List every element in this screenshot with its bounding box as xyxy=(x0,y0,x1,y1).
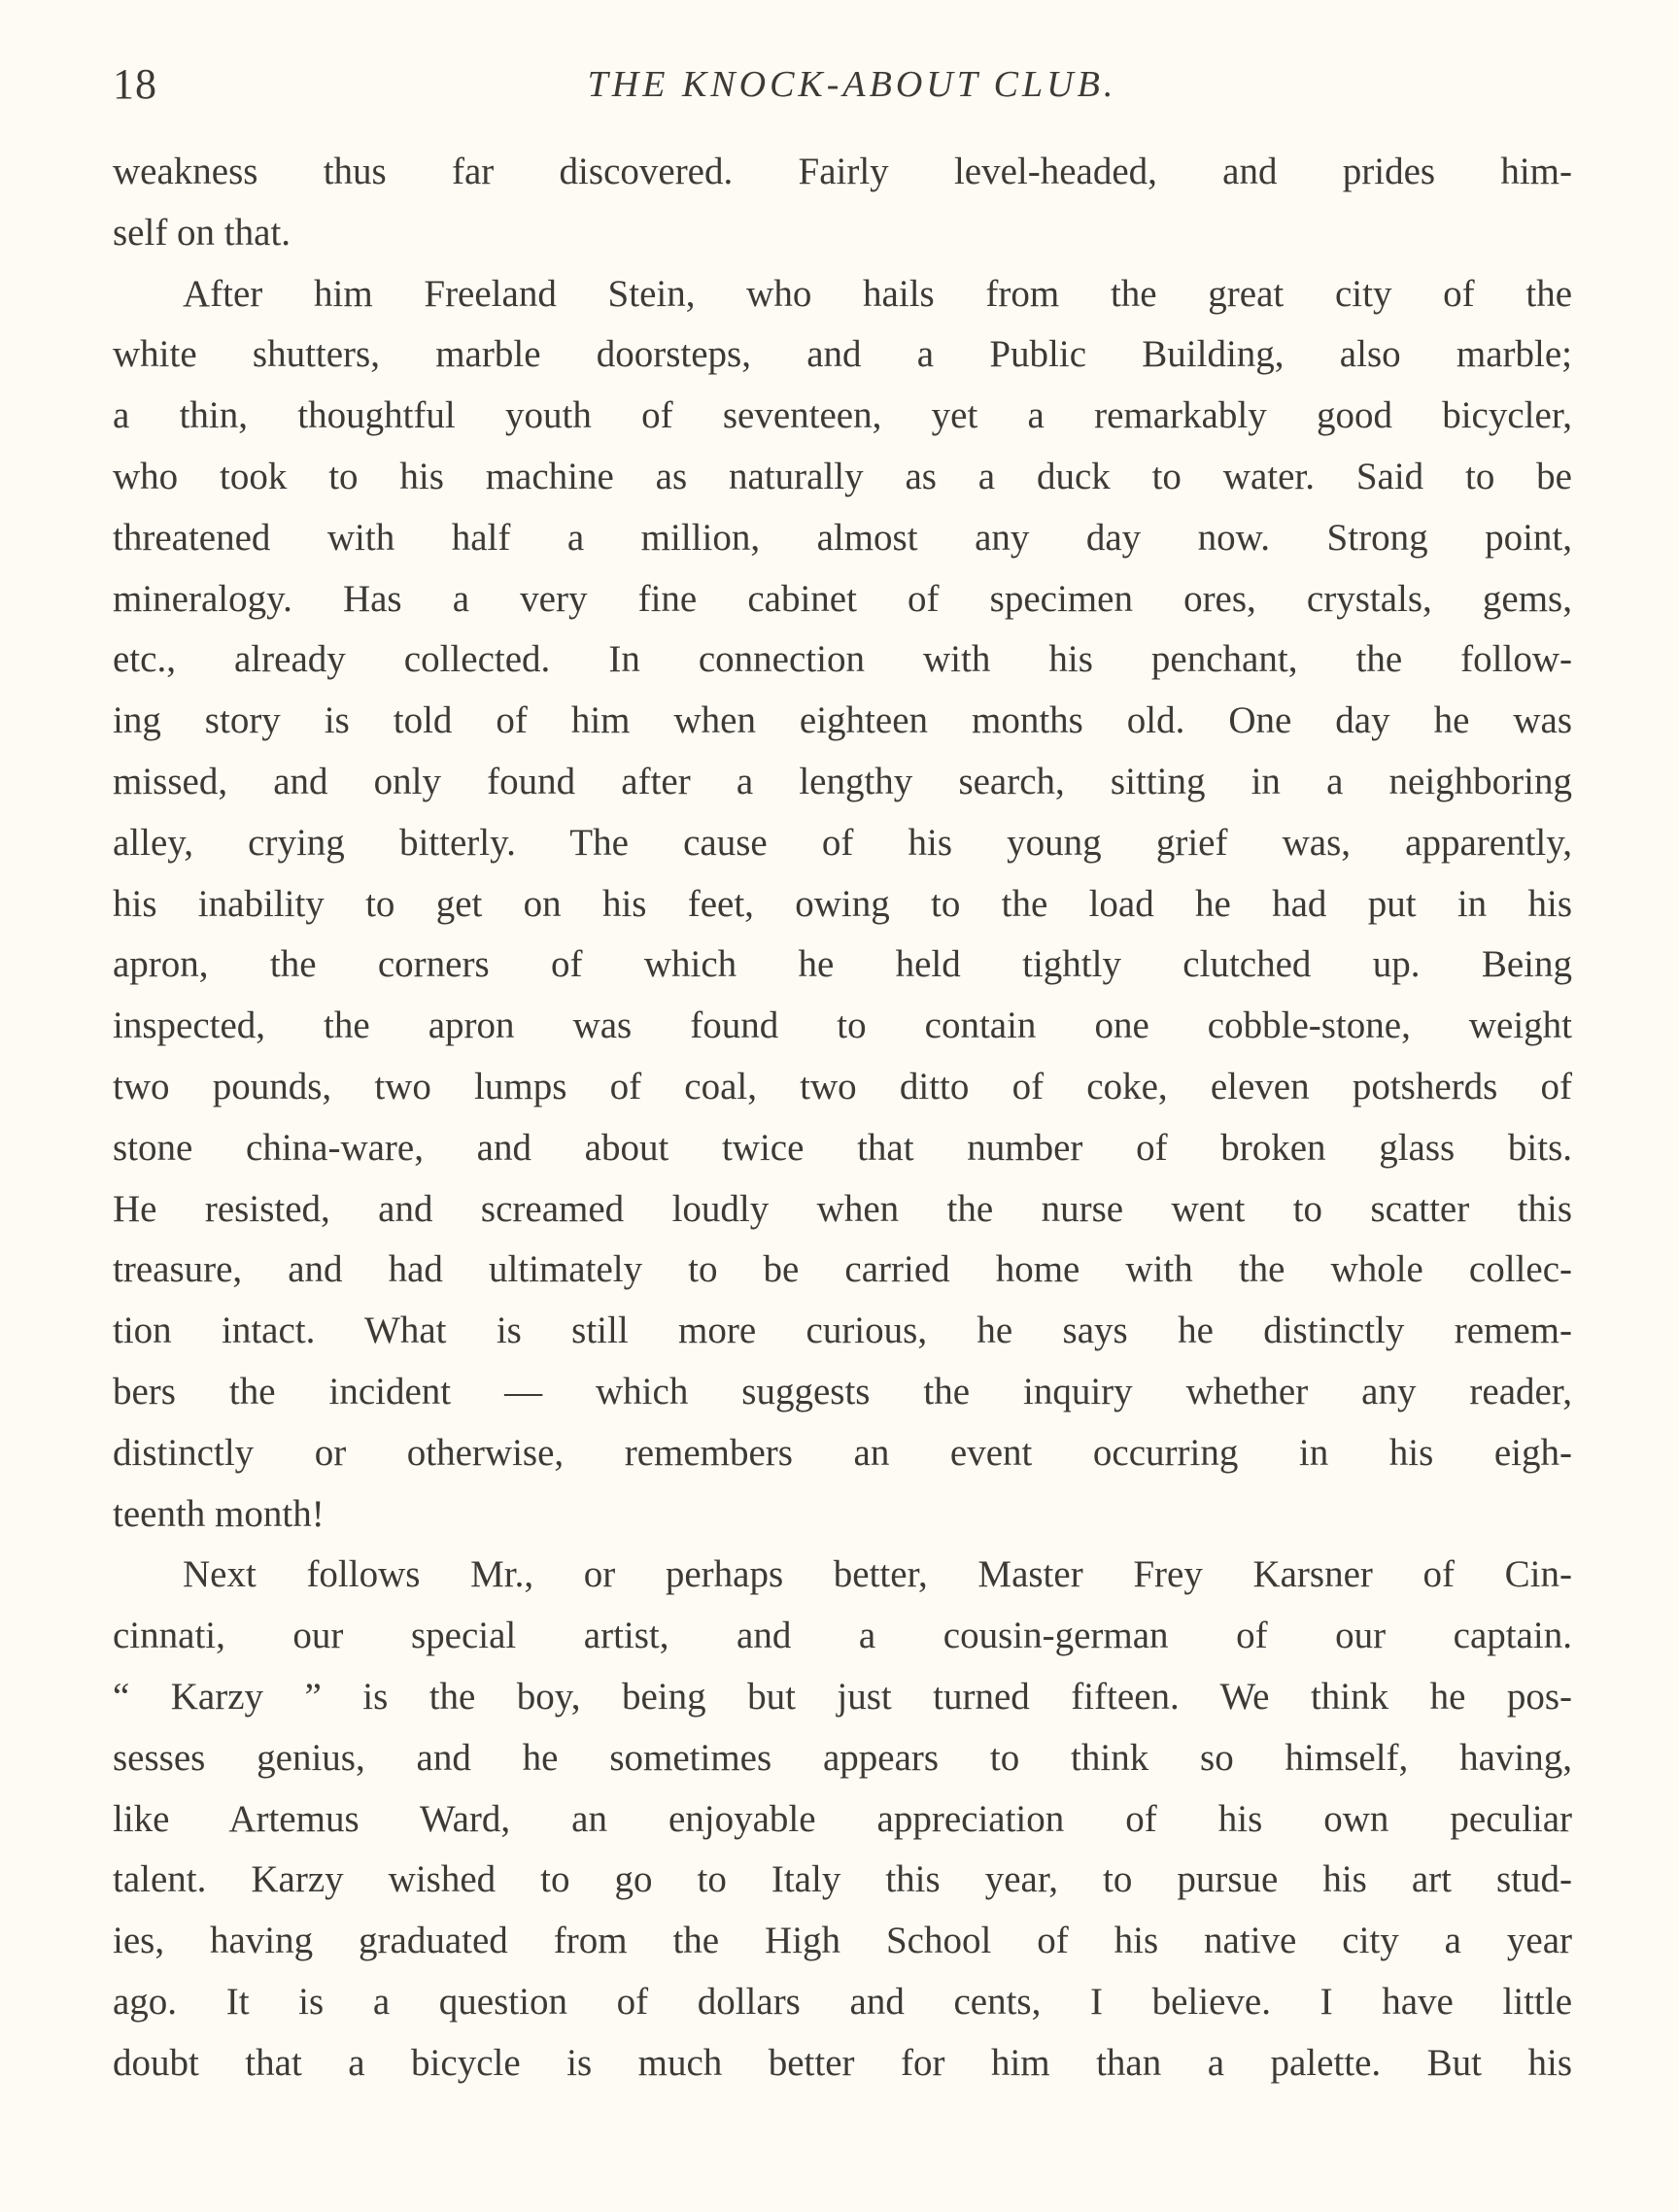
text-line: threatened with half a million, almost any day now. Strong point, xyxy=(113,516,1572,559)
text-line: cinnati, our special artist, and a cousin-german of our captain. xyxy=(113,1615,1572,1657)
paragraph-first-line: Next follows Mr., or perhaps better, Master Frey Karsner of Cin- xyxy=(183,1553,1572,1596)
text-line: ies, having graduated from the High School of his native city a year xyxy=(113,1920,1572,1962)
text-line: a thin, thoughtful youth of seventeen, yet a remarkably good bicycler, xyxy=(113,394,1572,437)
text-line: who took to his machine as naturally as a duck to water. Said to be xyxy=(113,455,1572,497)
running-title: THE KNOCK-ABOUT CLUB. xyxy=(587,64,1117,105)
text-line: doubt that a bicycle is much better for him than a palette. But his xyxy=(113,2041,1572,2084)
paragraph-first-line: After him Freeland Stein, who hails from the great city of the xyxy=(183,272,1572,315)
text-line: self on that. xyxy=(113,211,291,254)
text-line: talent. Karzy wished to go to Italy this year, to pursue his art stud- xyxy=(113,1858,1572,1901)
body-text xyxy=(113,142,1572,2094)
text-line: bers the incident — which suggests the inquiry whether any reader, xyxy=(113,1370,1572,1412)
text-line: his inability to get on his feet, owing to the load he had put in his xyxy=(113,882,1572,925)
text-line: “ Karzy ” is the boy, being but just turned fifteen. We think he pos- xyxy=(113,1675,1572,1718)
text-line: tion intact. What is still more curious, he says he distinctly remem- xyxy=(113,1310,1572,1352)
text-line: sesses genius, and he sometimes appears to think so himself, having, xyxy=(113,1736,1572,1779)
text-line: alley, crying bitterly. The cause of his young grief was, apparently, xyxy=(113,821,1572,864)
text-line: missed, and only found after a lengthy search, sitting in a neighboring xyxy=(113,760,1572,802)
text-line: white shutters, marble doorsteps, and a Public Building, also marble; xyxy=(113,333,1572,376)
page-number: 18 xyxy=(113,60,157,108)
running-head xyxy=(113,51,1572,119)
text-line: teenth month! xyxy=(113,1492,325,1535)
text-line: treasure, and had ultimately to be carried home with the whole collec- xyxy=(113,1248,1572,1291)
text-line: stone china-ware, and about twice that number of broken glass bits. xyxy=(113,1126,1572,1169)
text-line: ago. It is a question of dollars and cents, I believe. I have little xyxy=(113,1980,1572,2023)
text-line: apron, the corners of which he held tightly clutched up. Being xyxy=(113,943,1572,986)
text-line: etc., already collected. In connection with his penchant, the follow- xyxy=(113,638,1572,681)
text-line: He resisted, and screamed loudly when the nurse went to scatter this xyxy=(113,1187,1572,1230)
text-line: mineralogy. Has a very fine cabinet of specimen ores, crystals, gems, xyxy=(113,577,1572,620)
text-line: ing story is told of him when eighteen months old. One day he was xyxy=(113,699,1572,742)
text-line: weakness thus far discovered. Fairly level-headed, and prides him- xyxy=(113,151,1572,192)
text-line: like Artemus Ward, an enjoyable appreciation of his own peculiar xyxy=(113,1797,1572,1840)
text-line: inspected, the apron was found to contain one cobble-stone, weight xyxy=(113,1004,1572,1047)
text-line: two pounds, two lumps of coal, two ditto of coke, eleven potsherds of xyxy=(113,1065,1572,1107)
text-line: distinctly or otherwise, remembers an event occurring in his eigh- xyxy=(113,1431,1572,1474)
